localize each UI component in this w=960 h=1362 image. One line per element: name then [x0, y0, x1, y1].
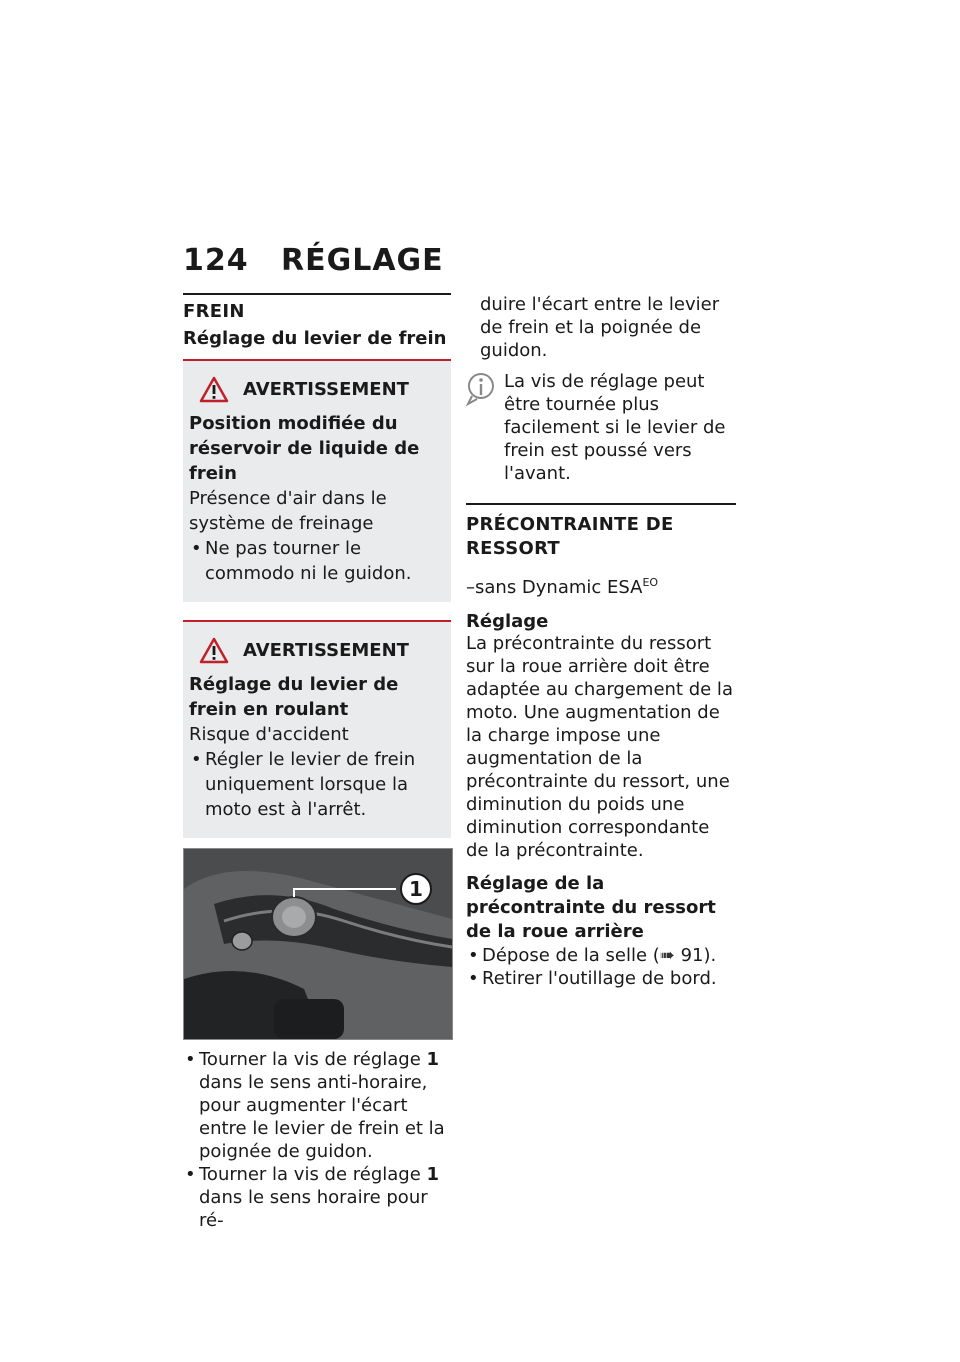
warning-risk: Risque d'accident: [189, 724, 349, 745]
warning-box-2: [183, 620, 451, 838]
chapter-title: RÉGLAGE: [281, 243, 444, 278]
warning-header: [189, 375, 445, 403]
page-ref-arrow-icon: ➠: [659, 945, 681, 966]
page-header: [183, 243, 444, 278]
procedure-item: • Dépose de la selle (➠ 91).: [466, 944, 736, 967]
info-icon: [466, 372, 496, 406]
page-number: 124: [183, 243, 249, 278]
info-note: [466, 370, 736, 485]
subsection-precontrainte: Réglage de la précontrainte du ressort de la roue arrière: [466, 873, 716, 942]
continued-text: duire l'écart entre le levier de frein et la poignée de guidon.: [480, 294, 720, 361]
warning-triangle-icon: [199, 376, 229, 403]
section-title-frein: FREIN: [183, 301, 245, 322]
warning-title: Position modifiée du réservoir de liquide de frein: [189, 413, 420, 484]
warning-label: AVERTISSEMENT: [243, 378, 409, 400]
step-item: • Tourner la vis de réglage 1 dans le sens anti-horaire, pour augmenter l'écart entre le levier de frein et la poignée de guidon.: [183, 1048, 451, 1163]
note-text: La vis de réglage peut être tournée plus facilement si le levier de frein est poussé vers l'avant.: [504, 371, 726, 484]
warning-box-1: [183, 359, 451, 602]
right-column: [466, 293, 736, 990]
subsection-title: Réglage du levier de frein: [183, 328, 447, 349]
left-column: [183, 293, 451, 1232]
warning-instruction: • Ne pas tourner le commodo ni le guidon.: [189, 536, 445, 586]
warning-instruction: • Régler le levier de frein uniquement lorsque la moto est à l'arrêt.: [189, 747, 445, 822]
procedure-list: [466, 944, 736, 990]
warning-label: AVERTISSEMENT: [243, 639, 409, 661]
brake-lever-photo: [183, 848, 453, 1040]
variant-note: –sans Dynamic $ESA^{EO}$: [466, 576, 659, 598]
subsection-reglage: Réglage: [466, 611, 549, 632]
section-rule: [183, 293, 451, 295]
page-ref-link[interactable]: 91: [680, 945, 704, 966]
section-title-ressort: PRÉCONTRAINTE DE RESSORT: [466, 514, 674, 559]
section-rule: [466, 503, 736, 505]
adjustment-steps: [183, 1048, 451, 1232]
warning-title: Réglage du levier de frein en roulant: [189, 674, 399, 720]
photo-callout-number: 1: [409, 877, 423, 901]
procedure-item: • Retirer l'outillage de bord.: [466, 967, 736, 990]
reglage-text: La précontrainte du ressort sur la roue arrière doit être adaptée au chargement de la moto. Une augmentation de la charge impose une augmentation de la précontrainte du ressort, une diminution du poids une diminution correspondante de la précontrainte.: [466, 633, 733, 861]
warning-triangle-icon: [199, 637, 229, 664]
warning-header: [189, 636, 445, 664]
brake-lever-illustration: [184, 849, 452, 1039]
warning-risk: Présence d'air dans le système de freinage: [189, 488, 387, 534]
step-item: • Tourner la vis de réglage 1 dans le sens horaire pour ré-: [183, 1163, 451, 1232]
